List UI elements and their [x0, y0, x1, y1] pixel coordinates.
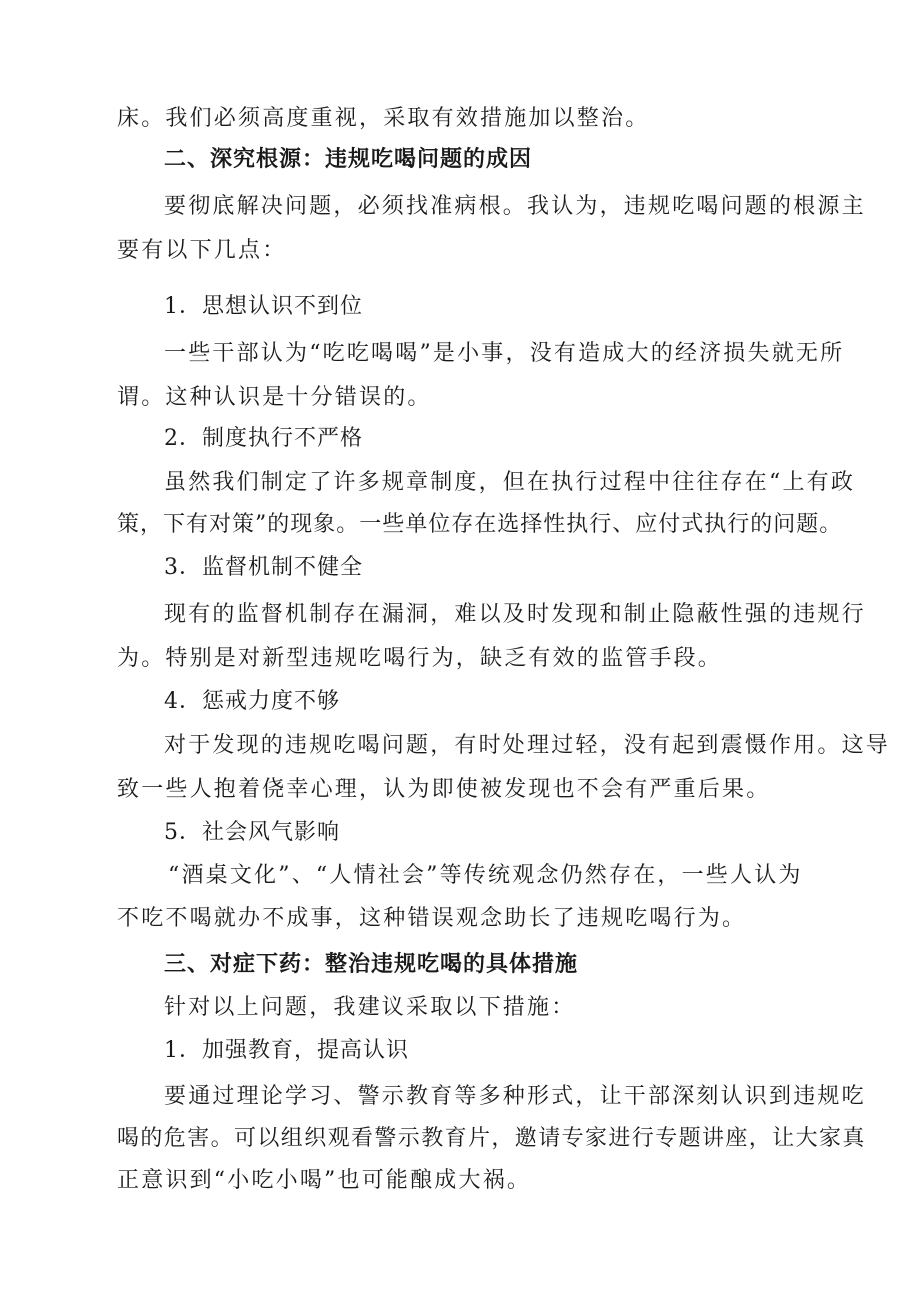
paragraph-line: 喝的危害。可以组织观看警示教育片，邀请专家进行专题讲座，让大家真	[117, 1126, 866, 1151]
paragraph-line: 要通过理论学习、警示教育等多种形式，让干部深刻认识到违规吃	[164, 1084, 866, 1109]
subheading-measure-1: 1．加强教育，提高认识	[164, 1038, 409, 1063]
paragraph-line: 虽然我们制定了许多规章制度，但在执行过程中往往存在“上有政	[164, 470, 856, 495]
section-heading-3: 三、对症下药：整治违规吃喝的具体措施	[164, 952, 579, 977]
paragraph-line: 致一些人抱着侥幸心理，认为即使被发现也不会有严重后果。	[117, 777, 771, 802]
paragraph-line: 正意识到“小吃小喝”也可能酿成大祸。	[117, 1168, 532, 1193]
subheading-item-5: 5．社会风气影响	[164, 820, 340, 845]
paragraph-line: 要有以下几点：	[117, 238, 287, 263]
paragraph-line: 现有的监督机制存在漏洞，难以及时发现和制止隐蔽性强的违规行	[164, 602, 866, 627]
subheading-item-4: 4．惩戒力度不够	[164, 689, 340, 714]
paragraph-line: 一些干部认为“吃吃喝喝”是小事，没有造成大的经济损失就无所	[164, 341, 845, 366]
paragraph-line: 策，下有对策”的现象。一些单位存在选择性执行、应付式执行的问题。	[117, 512, 843, 537]
paragraph-line: 为。特别是对新型违规吃喝行为，缺乏有效的监管手段。	[117, 646, 723, 671]
paragraph-line: 针对以上问题，我建议采取以下措施：	[164, 995, 576, 1020]
subheading-item-2: 2．制度执行不严格	[164, 426, 363, 451]
paragraph-line: 床。我们必须高度重视，采取有效措施加以整治。	[117, 106, 650, 131]
section-heading-2: 二、深究根源：违规吃喝问题的成因	[164, 147, 533, 172]
paragraph-line: “酒桌文化”、“人情社会”等传统观念仍然存在，一些人认为	[168, 863, 803, 888]
subheading-item-3: 3．监督机制不健全	[164, 555, 363, 580]
subheading-item-1: 1．思想认识不到位	[164, 294, 363, 319]
paragraph-line: 谓。这种认识是十分错误的。	[117, 385, 432, 410]
paragraph-line: 不吃不喝就办不成事，这种错误观念助长了违规吃喝行为。	[117, 906, 747, 931]
paragraph-line: 对于发现的违规吃喝问题，有时处理过轻，没有起到震慑作用。这导	[164, 733, 891, 758]
paragraph-line: 要彻底解决问题，必须找准病根。我认为，违规吃喝问题的根源主	[164, 194, 866, 219]
